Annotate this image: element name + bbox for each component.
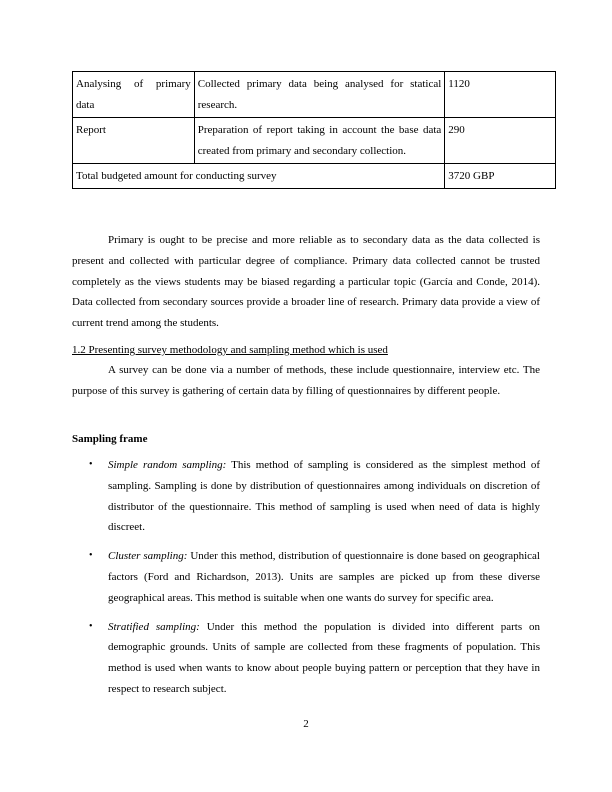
- table-total-label: Total budgeted amount for conducting survey: [73, 164, 445, 189]
- method-description: Under this method, distribution of questionnaire is done based on geographical factors (Ford and Richardson, 2013). Units are samples are picked up from these diverse geographical areas. This method is suitable when one wants do survey for specific area.: [108, 550, 540, 604]
- budget-table: [72, 71, 556, 189]
- method-description: This method of sampling is considered as the simplest method of sampling. Sampling is done by distribution of questionnaires among individuals on discretion of distributor of the questionnaire. This method of sampling is used when need of data is highly discreet.: [108, 459, 540, 534]
- bullet-icon: •: [89, 550, 93, 562]
- list-item: [72, 455, 540, 538]
- table-cell-amount: 290: [445, 118, 556, 164]
- list-item: [72, 546, 540, 608]
- page-number: 2: [303, 718, 309, 730]
- bullet-icon: •: [89, 459, 93, 470]
- bullet-icon: •: [89, 620, 93, 632]
- table-cell-item: Report: [73, 118, 195, 164]
- section-heading: 1.2 Presenting survey methodology and sampling method which is used: [72, 344, 388, 356]
- method-term: Simple random sampling:: [108, 459, 227, 471]
- table-cell-description: Preparation of report taking in account the base data created from primary and secondary collection.: [194, 118, 445, 164]
- sampling-methods-list: [72, 455, 540, 708]
- paragraph-primary-data: Primary is ought to be precise and more reliable as to secondary data as the data collected is present and collected with particular degree of compliance. Primary data collected cannot be trusted completely as the views students may be biased regarding a particular topic (García and Conde, 2014). Data collected from secondary sources provide a broader line of research. Primary data provide a view of current trend among the students.: [72, 234, 540, 330]
- method-term: Stratified sampling:: [108, 620, 200, 633]
- table-cell-amount: 1120: [445, 72, 556, 118]
- table-cell-item: Analysing of primary data: [73, 72, 195, 118]
- method-term: Cluster sampling:: [108, 550, 188, 563]
- table-total-amount: 3720 GBP: [445, 164, 556, 189]
- table-row: [73, 72, 556, 118]
- paragraph-survey-methods: A survey can be done via a number of methods, these include questionnaire, interview etc. The purpose of this survey is gathering of certain data by filling of questionnaires by different people.: [72, 364, 540, 397]
- method-description: Under this method the population is divided into different parts on demographic grounds. Units of sample are collected from these fragments of population. This method is used when wants to know about people buying pattern or perception that they have in respect to research subject.: [108, 620, 540, 695]
- table-total-row: [73, 164, 556, 189]
- list-item: [72, 617, 540, 700]
- table-row: [73, 118, 556, 164]
- sampling-frame-heading: Sampling frame: [72, 433, 148, 445]
- table-cell-description: Collected primary data being analysed for statical research.: [194, 72, 445, 118]
